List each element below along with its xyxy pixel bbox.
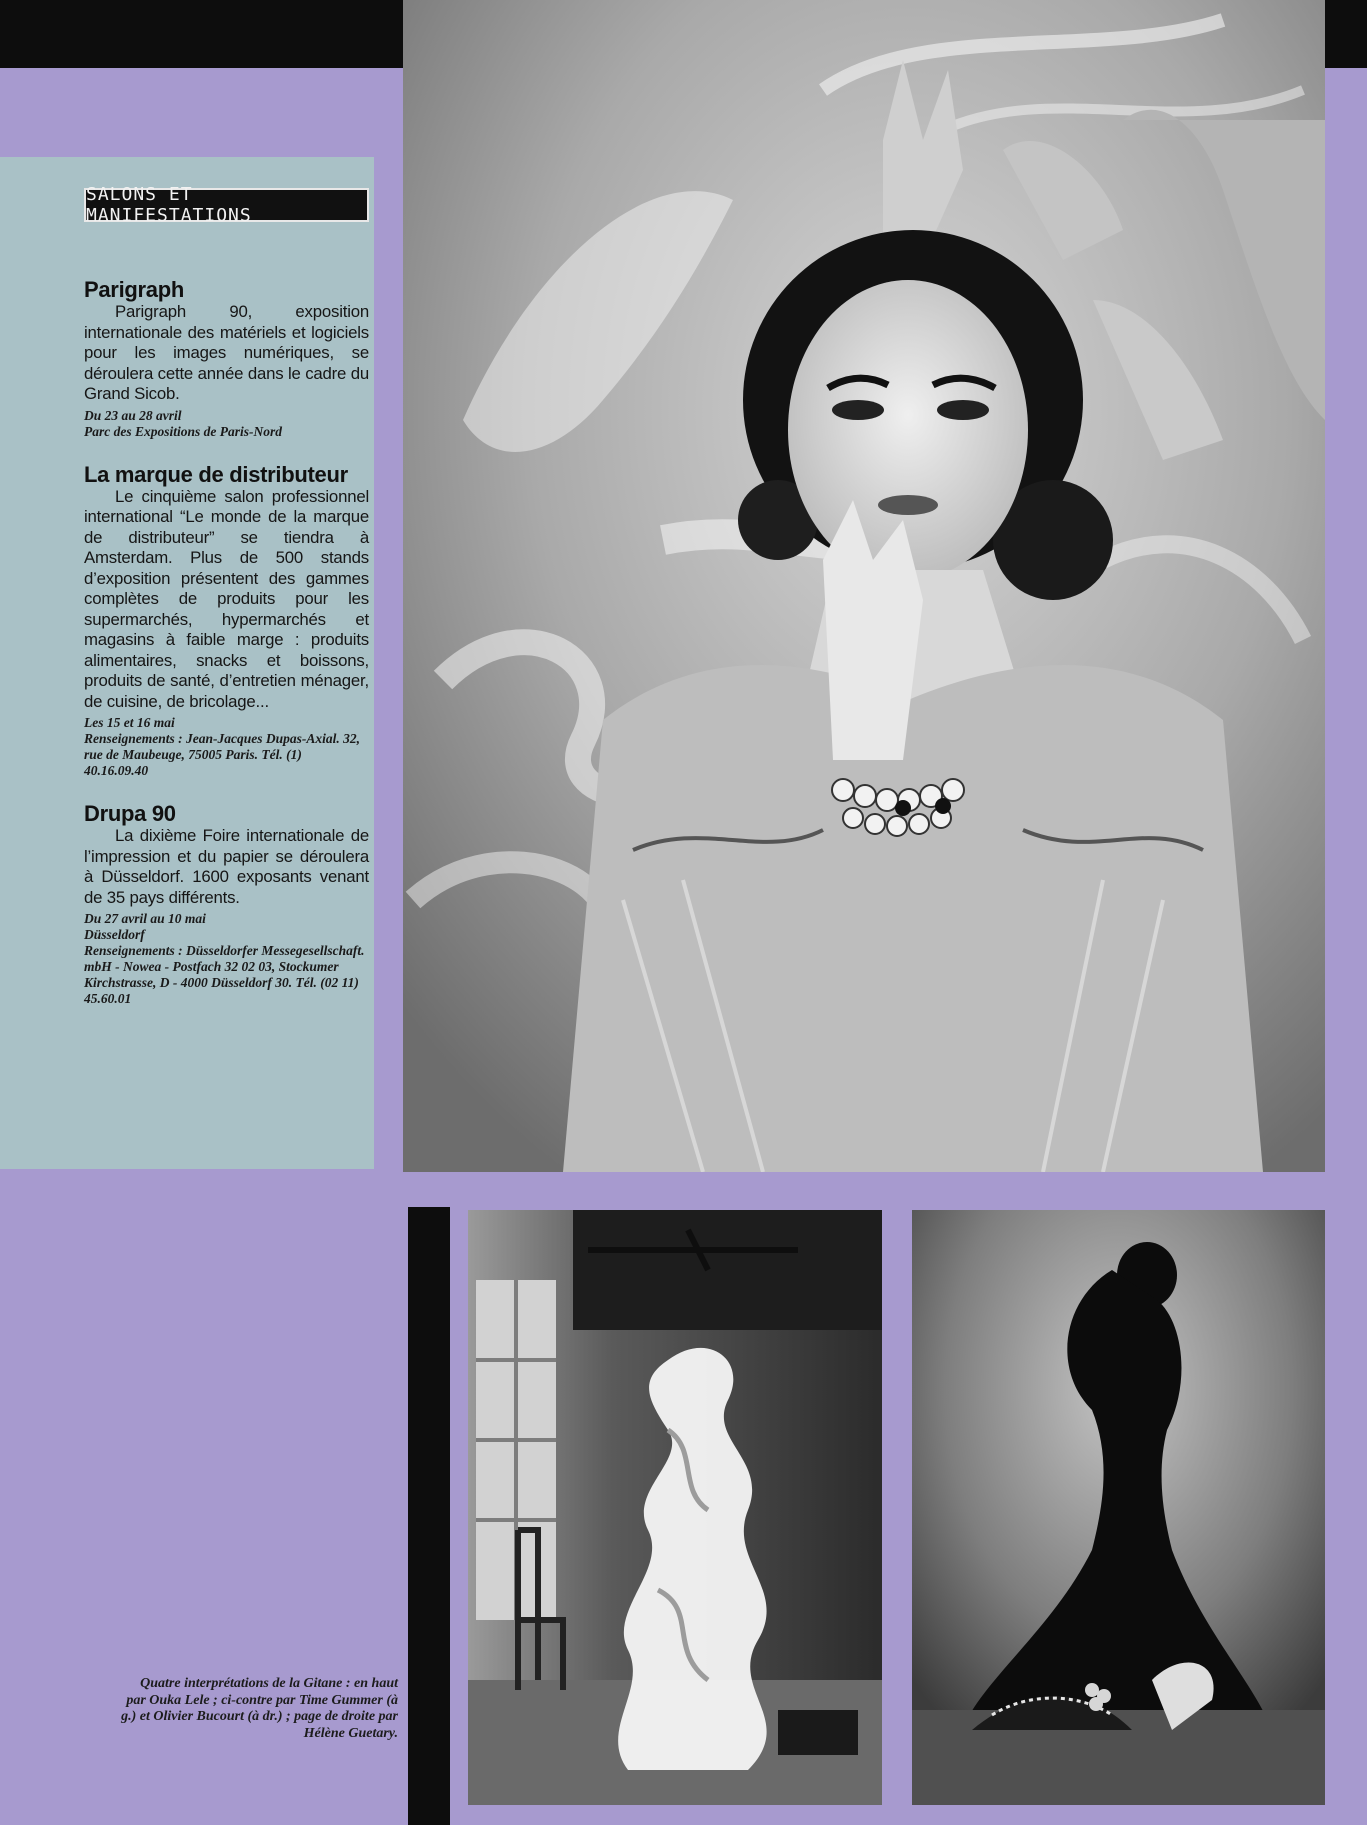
light-figure-image: [468, 1210, 882, 1805]
article-body: Parigraph 90, exposition internationale des matériels et logiciels pour les images numériques, se déroulera cette année dans le cadre du Grand Sicob.: [84, 302, 369, 403]
main-photo: [403, 0, 1325, 1172]
article-drupa: [84, 801, 369, 1007]
article-title: La marque de distributeur: [84, 461, 348, 487]
articles-list: [84, 277, 369, 1029]
bottom-right-photo: [912, 1210, 1325, 1805]
photo-caption: Quatre interprétations de la Gitane : en haut par Ouka Lele ; ci-contre par Time Gummer (à g.) et Olivier Bucourt (à dr.) ; page de droite par Hélène Guetary.: [121, 1676, 398, 1741]
silhouette-image: [912, 1210, 1325, 1805]
article-title: Parigraph: [84, 277, 184, 302]
bottom-left-photo: [468, 1210, 882, 1805]
vertical-black-bar: [408, 1207, 450, 1825]
top-black-band: [0, 0, 403, 68]
article-marque-distributeur: [84, 462, 369, 780]
article-body: Le cinquième salon professionnel international “Le monde de la marque de distributeur” se tiendra à Amsterdam. Plus de 500 stands d’exposition présentent des gammes complètes de produits pour les supermarchés, hypermarchés et magasins à faible marge : produits alimentaires, snacks et boissons, produits de santé, d’entretien ménager, de cuisine, de bricolage...: [84, 486, 369, 711]
article-info: Les 15 et 16 mai Renseignements : Jean-Jacques Dupas-Axial. 32, rue de Maubeuge, 75005 Paris. Tél. (1) 40.16.09.40: [84, 715, 361, 778]
article-title: Drupa 90: [84, 801, 176, 826]
gitane-portrait-image: [403, 0, 1325, 1172]
article-info: Du 23 au 28 avril Parc des Expositions de Paris-Nord: [84, 407, 283, 439]
events-sidebar: [0, 157, 374, 1169]
article-info: Du 27 avril au 10 mai Düsseldorf Renseignements : Düsseldorfer Messegesellschaft. mbH - Nowea - Postfach 32 02 03, Stockumer Kirchstrasse, D - 4000 Düsseldorf 30. Tél. (02 11) 45.60.01: [84, 911, 365, 1006]
top-right-black-band: [1325, 0, 1367, 68]
article-body: La dixième Foire internationale de l’impression et du papier se déroulera à Düsseldorf. 1600 exposants venant de 35 pays différents.: [84, 826, 369, 907]
section-label: SALONS ET MANIFESTATIONS: [84, 188, 369, 222]
article-parigraph: [84, 277, 369, 440]
